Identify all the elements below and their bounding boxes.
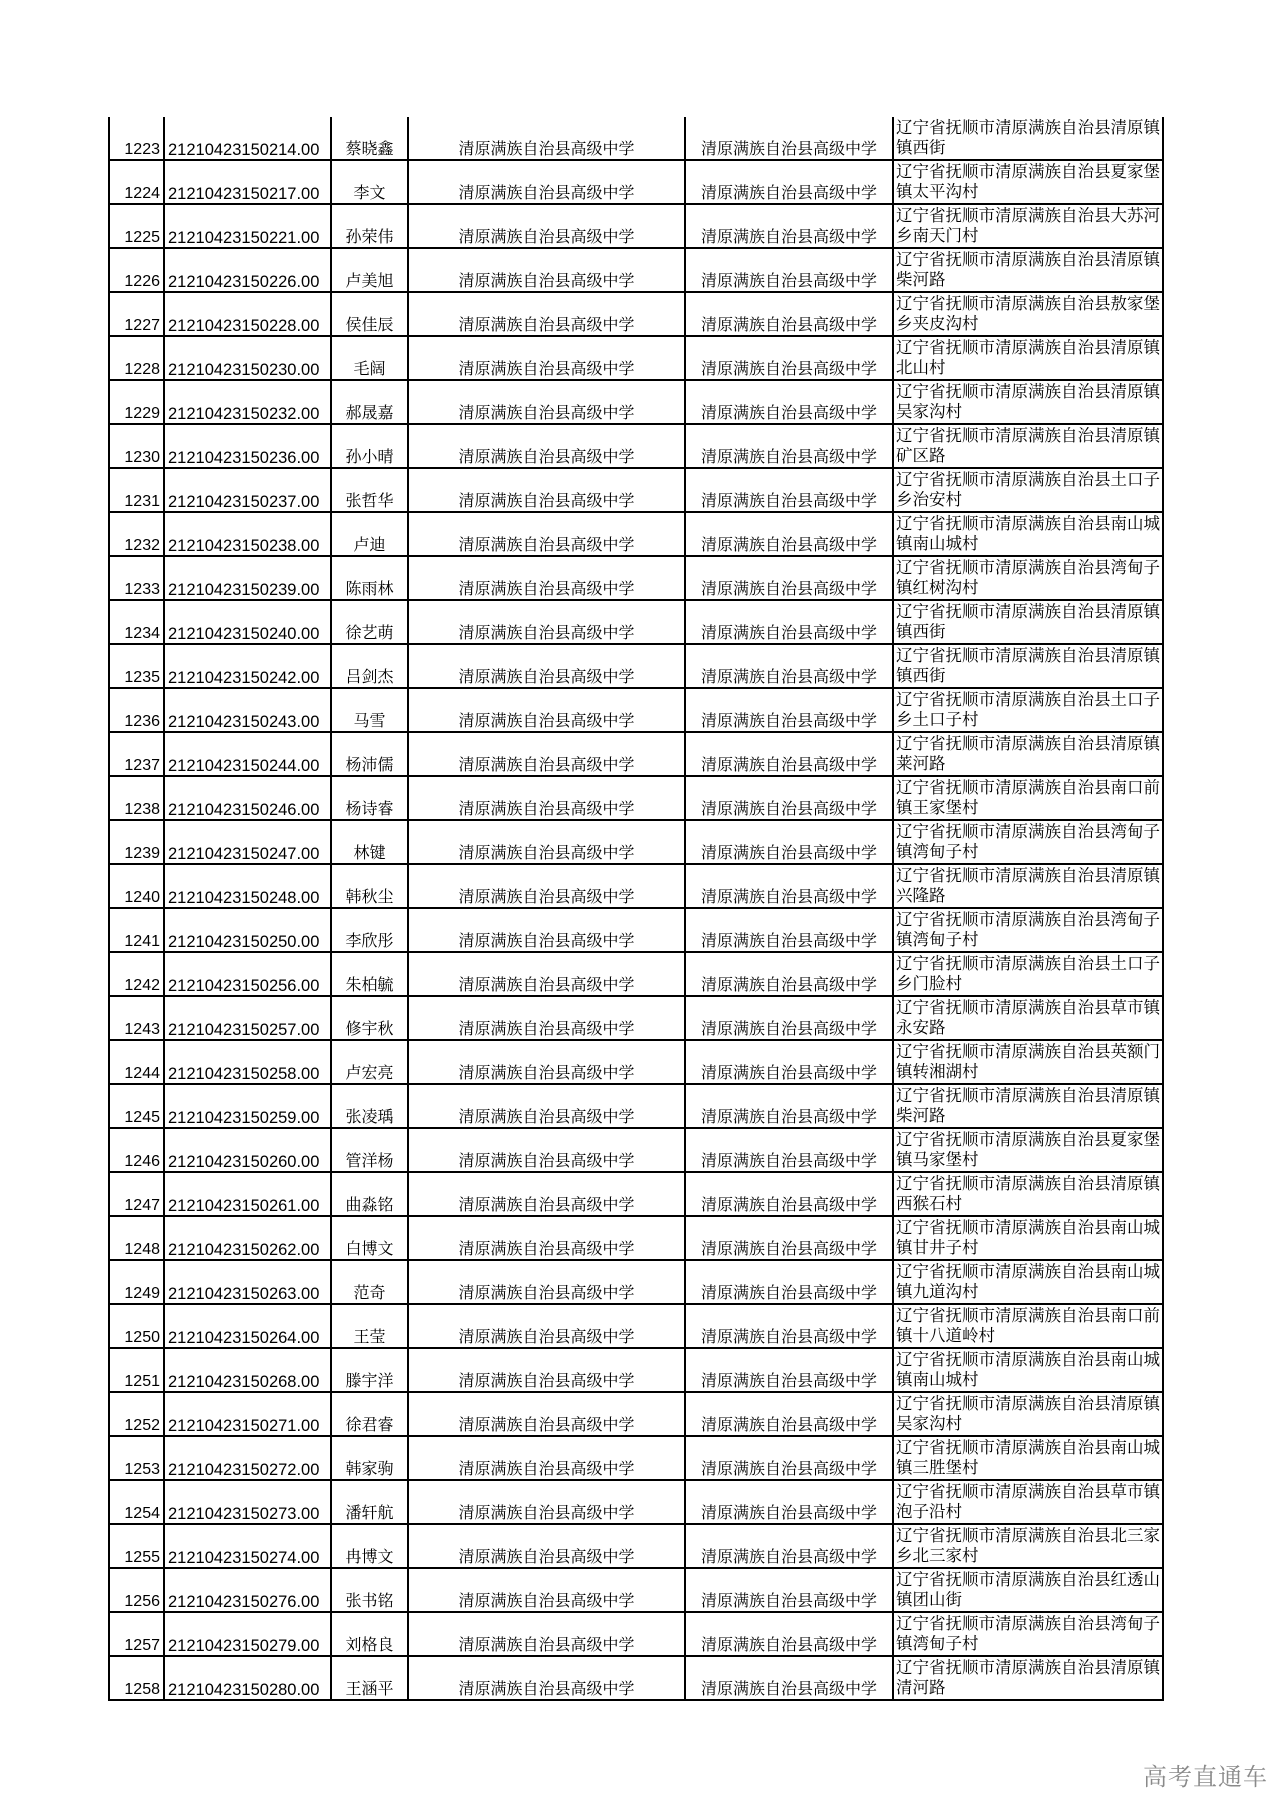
home-address-cell: 辽宁省抚顺市清原满族自治县清原镇西猴石村 [893, 1172, 1163, 1216]
home-address-cell: 辽宁省抚顺市清原满族自治县红透山镇团山街 [893, 1568, 1163, 1612]
row-number-cell: 1240 [109, 864, 164, 908]
student-name-cell: 徐艺萌 [331, 600, 408, 644]
school-name-cell: 清原满族自治县高级中学 [408, 160, 685, 204]
table-row [109, 512, 1163, 556]
school-name-cell: 清原满族自治县高级中学 [408, 864, 685, 908]
student-name-cell: 毛阔 [331, 336, 408, 380]
row-number-cell: 1235 [109, 644, 164, 688]
table-row [109, 1084, 1163, 1128]
home-address-cell: 辽宁省抚顺市清原满族自治县清原镇莱河路 [893, 732, 1163, 776]
row-number-cell: 1230 [109, 424, 164, 468]
row-number-cell: 1233 [109, 556, 164, 600]
home-address-cell: 辽宁省抚顺市清原满族自治县土口子乡治安村 [893, 468, 1163, 512]
table-row [109, 248, 1163, 292]
exam-id-cell: 21210423150263.00 [164, 1260, 331, 1304]
row-number-cell: 1254 [109, 1480, 164, 1524]
table-row [109, 1480, 1163, 1524]
row-number-cell: 1246 [109, 1128, 164, 1172]
table-row [109, 1436, 1163, 1480]
school-name-cell: 清原满族自治县高级中学 [408, 820, 685, 864]
graduating-school-cell: 清原满族自治县高级中学 [685, 292, 893, 336]
exam-id-cell: 21210423150276.00 [164, 1568, 331, 1612]
row-number-cell: 1250 [109, 1304, 164, 1348]
exam-id-cell: 21210423150271.00 [164, 1392, 331, 1436]
home-address-cell: 辽宁省抚顺市清原满族自治县北三家乡北三家村 [893, 1524, 1163, 1568]
table-row [109, 908, 1163, 952]
home-address-cell: 辽宁省抚顺市清原满族自治县南山城镇南山城村 [893, 1348, 1163, 1392]
exam-id-cell: 21210423150221.00 [164, 204, 331, 248]
home-address-cell: 辽宁省抚顺市清原满族自治县土口子乡门脸村 [893, 952, 1163, 996]
student-name-cell: 杨沛儒 [331, 732, 408, 776]
graduating-school-cell: 清原满族自治县高级中学 [685, 424, 893, 468]
exam-id-cell: 21210423150237.00 [164, 468, 331, 512]
exam-id-cell: 21210423150232.00 [164, 380, 331, 424]
home-address-cell: 辽宁省抚顺市清原满族自治县敖家堡乡夹皮沟村 [893, 292, 1163, 336]
exam-id-cell: 21210423150247.00 [164, 820, 331, 864]
school-name-cell: 清原满族自治县高级中学 [408, 117, 685, 160]
row-number-cell: 1241 [109, 908, 164, 952]
exam-id-cell: 21210423150250.00 [164, 908, 331, 952]
exam-id-cell: 21210423150242.00 [164, 644, 331, 688]
home-address-cell: 辽宁省抚顺市清原满族自治县英额门镇转湘湖村 [893, 1040, 1163, 1084]
table-row [109, 1656, 1163, 1700]
school-name-cell: 清原满族自治县高级中学 [408, 688, 685, 732]
graduating-school-cell: 清原满族自治县高级中学 [685, 204, 893, 248]
home-address-cell: 辽宁省抚顺市清原满族自治县南口前镇十八道岭村 [893, 1304, 1163, 1348]
graduating-school-cell: 清原满族自治县高级中学 [685, 1656, 893, 1700]
student-name-cell: 朱柏毓 [331, 952, 408, 996]
graduating-school-cell: 清原满族自治县高级中学 [685, 1260, 893, 1304]
table-row [109, 1260, 1163, 1304]
home-address-cell: 辽宁省抚顺市清原满族自治县清原镇吴家沟村 [893, 1392, 1163, 1436]
table-row [109, 732, 1163, 776]
table-row [109, 117, 1163, 160]
student-name-cell: 卢宏亮 [331, 1040, 408, 1084]
graduating-school-cell: 清原满族自治县高级中学 [685, 820, 893, 864]
student-name-cell: 滕宇洋 [331, 1348, 408, 1392]
student-name-cell: 马雪 [331, 688, 408, 732]
school-name-cell: 清原满族自治县高级中学 [408, 996, 685, 1040]
home-address-cell: 辽宁省抚顺市清原满族自治县湾甸子镇湾甸子村 [893, 1612, 1163, 1656]
student-name-cell: 郝晟嘉 [331, 380, 408, 424]
student-name-cell: 刘格良 [331, 1612, 408, 1656]
exam-id-cell: 21210423150259.00 [164, 1084, 331, 1128]
row-number-cell: 1243 [109, 996, 164, 1040]
graduating-school-cell: 清原满族自治县高级中学 [685, 600, 893, 644]
exam-id-cell: 21210423150279.00 [164, 1612, 331, 1656]
row-number-cell: 1239 [109, 820, 164, 864]
school-name-cell: 清原满族自治县高级中学 [408, 248, 685, 292]
exam-id-cell: 21210423150228.00 [164, 292, 331, 336]
student-name-cell: 吕剑杰 [331, 644, 408, 688]
row-number-cell: 1256 [109, 1568, 164, 1612]
row-number-cell: 1237 [109, 732, 164, 776]
table-row [109, 1612, 1163, 1656]
student-name-cell: 孙荣伟 [331, 204, 408, 248]
graduating-school-cell: 清原满族自治县高级中学 [685, 996, 893, 1040]
home-address-cell: 辽宁省抚顺市清原满族自治县清原镇吴家沟村 [893, 380, 1163, 424]
school-name-cell: 清原满族自治县高级中学 [408, 1084, 685, 1128]
school-name-cell: 清原满族自治县高级中学 [408, 908, 685, 952]
row-number-cell: 1225 [109, 204, 164, 248]
watermark: 高考直通车 [1143, 1764, 1268, 1791]
table-row [109, 160, 1163, 204]
row-number-cell: 1252 [109, 1392, 164, 1436]
student-name-cell: 林键 [331, 820, 408, 864]
table-row [109, 1568, 1163, 1612]
home-address-cell: 辽宁省抚顺市清原满族自治县清原镇镇西街 [893, 117, 1163, 160]
student-name-cell: 徐君睿 [331, 1392, 408, 1436]
student-name-cell: 王莹 [331, 1304, 408, 1348]
graduating-school-cell: 清原满族自治县高级中学 [685, 776, 893, 820]
home-address-cell: 辽宁省抚顺市清原满族自治县清原镇兴隆路 [893, 864, 1163, 908]
home-address-cell: 辽宁省抚顺市清原满族自治县清原镇镇西街 [893, 600, 1163, 644]
school-name-cell: 清原满族自治县高级中学 [408, 952, 685, 996]
school-name-cell: 清原满族自治县高级中学 [408, 1656, 685, 1700]
student-name-cell: 卢美旭 [331, 248, 408, 292]
row-number-cell: 1232 [109, 512, 164, 556]
school-name-cell: 清原满族自治县高级中学 [408, 1612, 685, 1656]
student-name-cell: 白博文 [331, 1216, 408, 1260]
exam-id-cell: 21210423150257.00 [164, 996, 331, 1040]
student-name-cell: 李文 [331, 160, 408, 204]
table-row [109, 556, 1163, 600]
row-number-cell: 1258 [109, 1656, 164, 1700]
student-name-cell: 潘轩航 [331, 1480, 408, 1524]
table-row [109, 820, 1163, 864]
graduating-school-cell: 清原满族自治县高级中学 [685, 1612, 893, 1656]
table-row [109, 468, 1163, 512]
graduating-school-cell: 清原满族自治县高级中学 [685, 1304, 893, 1348]
student-name-cell: 蔡晓鑫 [331, 117, 408, 160]
home-address-cell: 辽宁省抚顺市清原满族自治县清原镇清河路 [893, 1656, 1163, 1700]
home-address-cell: 辽宁省抚顺市清原满族自治县清原镇北山村 [893, 336, 1163, 380]
home-address-cell: 辽宁省抚顺市清原满族自治县清原镇矿区路 [893, 424, 1163, 468]
home-address-cell: 辽宁省抚顺市清原满族自治县大苏河乡南天门村 [893, 204, 1163, 248]
graduating-school-cell: 清原满族自治县高级中学 [685, 117, 893, 160]
student-name-cell: 张哲华 [331, 468, 408, 512]
row-number-cell: 1249 [109, 1260, 164, 1304]
row-number-cell: 1245 [109, 1084, 164, 1128]
school-name-cell: 清原满族自治县高级中学 [408, 600, 685, 644]
table-row [109, 1304, 1163, 1348]
exam-id-cell: 21210423150264.00 [164, 1304, 331, 1348]
row-number-cell: 1223 [109, 117, 164, 160]
school-name-cell: 清原满族自治县高级中学 [408, 732, 685, 776]
school-name-cell: 清原满族自治县高级中学 [408, 204, 685, 248]
home-address-cell: 辽宁省抚顺市清原满族自治县南口前镇王家堡村 [893, 776, 1163, 820]
school-name-cell: 清原满族自治县高级中学 [408, 1568, 685, 1612]
table-row [109, 336, 1163, 380]
exam-id-cell: 21210423150236.00 [164, 424, 331, 468]
graduating-school-cell: 清原满族自治县高级中学 [685, 468, 893, 512]
exam-id-cell: 21210423150273.00 [164, 1480, 331, 1524]
school-name-cell: 清原满族自治县高级中学 [408, 468, 685, 512]
graduating-school-cell: 清原满族自治县高级中学 [685, 1084, 893, 1128]
exam-id-cell: 21210423150274.00 [164, 1524, 331, 1568]
graduating-school-cell: 清原满族自治县高级中学 [685, 1348, 893, 1392]
home-address-cell: 辽宁省抚顺市清原满族自治县清原镇柴河路 [893, 1084, 1163, 1128]
graduating-school-cell: 清原满族自治县高级中学 [685, 952, 893, 996]
school-name-cell: 清原满族自治县高级中学 [408, 424, 685, 468]
home-address-cell: 辽宁省抚顺市清原满族自治县清原镇镇西街 [893, 644, 1163, 688]
row-number-cell: 1248 [109, 1216, 164, 1260]
student-name-cell: 冉博文 [331, 1524, 408, 1568]
graduating-school-cell: 清原满族自治县高级中学 [685, 1172, 893, 1216]
exam-id-cell: 21210423150244.00 [164, 732, 331, 776]
table-row [109, 600, 1163, 644]
exam-id-cell: 21210423150258.00 [164, 1040, 331, 1084]
row-number-cell: 1224 [109, 160, 164, 204]
home-address-cell: 辽宁省抚顺市清原满族自治县草市镇泡子沿村 [893, 1480, 1163, 1524]
table-row [109, 380, 1163, 424]
graduating-school-cell: 清原满族自治县高级中学 [685, 644, 893, 688]
student-name-cell: 韩秋尘 [331, 864, 408, 908]
student-name-cell: 修宇秋 [331, 996, 408, 1040]
graduating-school-cell: 清原满族自治县高级中学 [685, 248, 893, 292]
school-name-cell: 清原满族自治县高级中学 [408, 776, 685, 820]
table-row [109, 1040, 1163, 1084]
graduating-school-cell: 清原满族自治县高级中学 [685, 1128, 893, 1172]
student-name-cell: 陈雨林 [331, 556, 408, 600]
school-name-cell: 清原满族自治县高级中学 [408, 1480, 685, 1524]
graduating-school-cell: 清原满族自治县高级中学 [685, 556, 893, 600]
graduating-school-cell: 清原满族自治县高级中学 [685, 1568, 893, 1612]
home-address-cell: 辽宁省抚顺市清原满族自治县草市镇永安路 [893, 996, 1163, 1040]
school-name-cell: 清原满族自治县高级中学 [408, 512, 685, 556]
table-row [109, 952, 1163, 996]
row-number-cell: 1231 [109, 468, 164, 512]
table-row [109, 1392, 1163, 1436]
table-row [109, 644, 1163, 688]
exam-id-cell: 21210423150217.00 [164, 160, 331, 204]
school-name-cell: 清原满族自治县高级中学 [408, 1348, 685, 1392]
table-row [109, 204, 1163, 248]
table-row [109, 864, 1163, 908]
graduating-school-cell: 清原满族自治县高级中学 [685, 1436, 893, 1480]
home-address-cell: 辽宁省抚顺市清原满族自治县夏家堡镇马家堡村 [893, 1128, 1163, 1172]
student-name-cell: 张凌瑀 [331, 1084, 408, 1128]
exam-id-cell: 21210423150226.00 [164, 248, 331, 292]
school-name-cell: 清原满族自治县高级中学 [408, 1436, 685, 1480]
graduating-school-cell: 清原满族自治县高级中学 [685, 1524, 893, 1568]
student-name-cell: 韩家驹 [331, 1436, 408, 1480]
row-number-cell: 1244 [109, 1040, 164, 1084]
student-name-cell: 孙小晴 [331, 424, 408, 468]
row-number-cell: 1242 [109, 952, 164, 996]
school-name-cell: 清原满族自治县高级中学 [408, 380, 685, 424]
home-address-cell: 辽宁省抚顺市清原满族自治县南山城镇南山城村 [893, 512, 1163, 556]
exam-id-cell: 21210423150260.00 [164, 1128, 331, 1172]
student-name-cell: 卢迪 [331, 512, 408, 556]
school-name-cell: 清原满族自治县高级中学 [408, 556, 685, 600]
home-address-cell: 辽宁省抚顺市清原满族自治县南山城镇甘井子村 [893, 1216, 1163, 1260]
row-number-cell: 1228 [109, 336, 164, 380]
home-address-cell: 辽宁省抚顺市清原满族自治县湾甸子镇红树沟村 [893, 556, 1163, 600]
table-row [109, 1172, 1163, 1216]
graduating-school-cell: 清原满族自治县高级中学 [685, 864, 893, 908]
school-name-cell: 清原满族自治县高级中学 [408, 336, 685, 380]
student-name-cell: 管洋杨 [331, 1128, 408, 1172]
exam-id-cell: 21210423150248.00 [164, 864, 331, 908]
graduating-school-cell: 清原满族自治县高级中学 [685, 688, 893, 732]
home-address-cell: 辽宁省抚顺市清原满族自治县湾甸子镇湾甸子村 [893, 908, 1163, 952]
home-address-cell: 辽宁省抚顺市清原满族自治县夏家堡镇太平沟村 [893, 160, 1163, 204]
table-row [109, 292, 1163, 336]
exam-id-cell: 21210423150280.00 [164, 1656, 331, 1700]
school-name-cell: 清原满族自治县高级中学 [408, 1304, 685, 1348]
graduating-school-cell: 清原满族自治县高级中学 [685, 908, 893, 952]
home-address-cell: 辽宁省抚顺市清原满族自治县湾甸子镇湾甸子村 [893, 820, 1163, 864]
graduating-school-cell: 清原满族自治县高级中学 [685, 1040, 893, 1084]
graduating-school-cell: 清原满族自治县高级中学 [685, 1392, 893, 1436]
home-address-cell: 辽宁省抚顺市清原满族自治县土口子乡土口子村 [893, 688, 1163, 732]
exam-id-cell: 21210423150240.00 [164, 600, 331, 644]
table-row [109, 424, 1163, 468]
graduating-school-cell: 清原满族自治县高级中学 [685, 336, 893, 380]
exam-id-cell: 21210423150239.00 [164, 556, 331, 600]
graduating-school-cell: 清原满族自治县高级中学 [685, 160, 893, 204]
row-number-cell: 1257 [109, 1612, 164, 1656]
student-name-cell: 李欣彤 [331, 908, 408, 952]
home-address-cell: 辽宁省抚顺市清原满族自治县南山城镇三胜堡村 [893, 1436, 1163, 1480]
row-number-cell: 1255 [109, 1524, 164, 1568]
row-number-cell: 1227 [109, 292, 164, 336]
graduating-school-cell: 清原满族自治县高级中学 [685, 732, 893, 776]
student-name-cell: 王涵平 [331, 1656, 408, 1700]
table-row [109, 1216, 1163, 1260]
exam-id-cell: 21210423150262.00 [164, 1216, 331, 1260]
table-row [109, 688, 1163, 732]
home-address-cell: 辽宁省抚顺市清原满族自治县南山城镇九道沟村 [893, 1260, 1163, 1304]
school-name-cell: 清原满族自治县高级中学 [408, 1216, 685, 1260]
table-row [109, 996, 1163, 1040]
student-name-cell: 杨诗睿 [331, 776, 408, 820]
row-number-cell: 1236 [109, 688, 164, 732]
student-name-cell: 范奇 [331, 1260, 408, 1304]
table-row [109, 1348, 1163, 1392]
row-number-cell: 1226 [109, 248, 164, 292]
home-address-cell: 辽宁省抚顺市清原满族自治县清原镇柴河路 [893, 248, 1163, 292]
table-row [109, 1128, 1163, 1172]
student-list-table [108, 117, 1164, 1701]
row-number-cell: 1234 [109, 600, 164, 644]
school-name-cell: 清原满族自治县高级中学 [408, 1128, 685, 1172]
student-name-cell: 张书铭 [331, 1568, 408, 1612]
school-name-cell: 清原满族自治县高级中学 [408, 1524, 685, 1568]
exam-id-cell: 21210423150214.00 [164, 117, 331, 160]
school-name-cell: 清原满族自治县高级中学 [408, 1040, 685, 1084]
exam-id-cell: 21210423150246.00 [164, 776, 331, 820]
row-number-cell: 1229 [109, 380, 164, 424]
exam-id-cell: 21210423150256.00 [164, 952, 331, 996]
school-name-cell: 清原满族自治县高级中学 [408, 644, 685, 688]
row-number-cell: 1251 [109, 1348, 164, 1392]
exam-id-cell: 21210423150261.00 [164, 1172, 331, 1216]
graduating-school-cell: 清原满族自治县高级中学 [685, 1480, 893, 1524]
school-name-cell: 清原满族自治县高级中学 [408, 292, 685, 336]
school-name-cell: 清原满族自治县高级中学 [408, 1172, 685, 1216]
school-name-cell: 清原满族自治县高级中学 [408, 1260, 685, 1304]
school-name-cell: 清原满族自治县高级中学 [408, 1392, 685, 1436]
graduating-school-cell: 清原满族自治县高级中学 [685, 1216, 893, 1260]
student-name-cell: 曲淼铭 [331, 1172, 408, 1216]
exam-id-cell: 21210423150268.00 [164, 1348, 331, 1392]
exam-id-cell: 21210423150272.00 [164, 1436, 331, 1480]
exam-id-cell: 21210423150238.00 [164, 512, 331, 556]
row-number-cell: 1238 [109, 776, 164, 820]
table-row [109, 776, 1163, 820]
exam-id-cell: 21210423150243.00 [164, 688, 331, 732]
student-name-cell: 侯佳辰 [331, 292, 408, 336]
row-number-cell: 1247 [109, 1172, 164, 1216]
table-row [109, 1524, 1163, 1568]
graduating-school-cell: 清原满族自治县高级中学 [685, 512, 893, 556]
row-number-cell: 1253 [109, 1436, 164, 1480]
exam-id-cell: 21210423150230.00 [164, 336, 331, 380]
graduating-school-cell: 清原满族自治县高级中学 [685, 380, 893, 424]
